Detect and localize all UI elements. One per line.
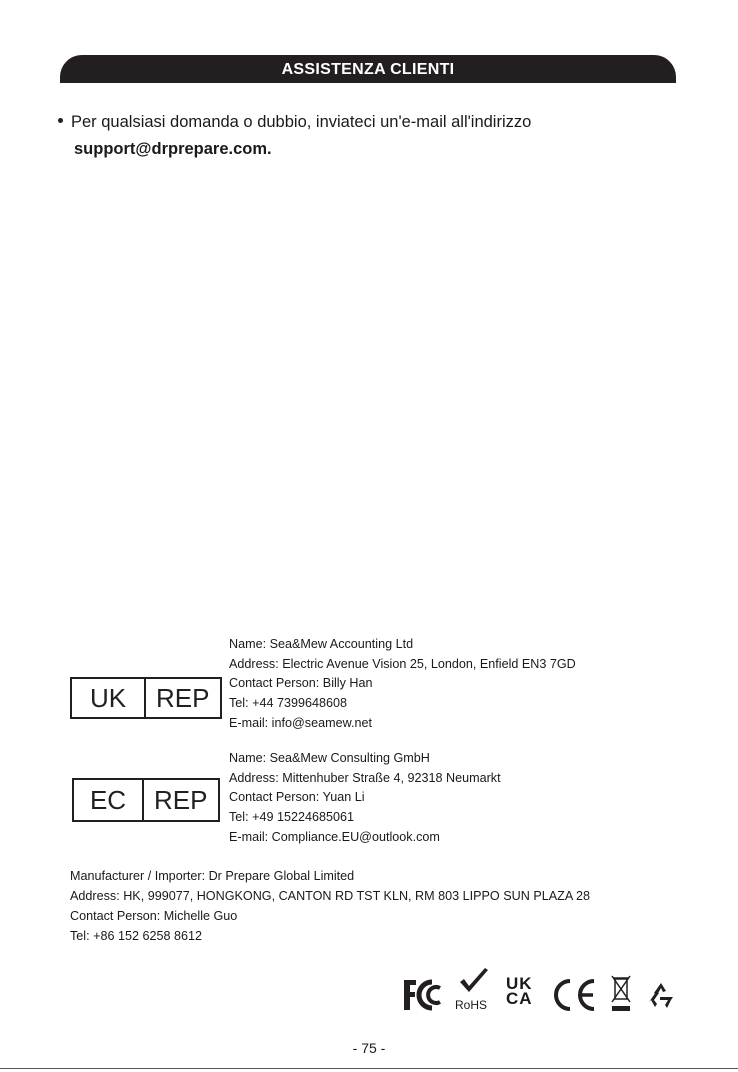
manufacturer-contact: Contact Person: Michelle Guo — [70, 909, 238, 923]
uk-rep-address: Address: Electric Avenue Vision 25, London, Enfield EN3 7GD — [229, 656, 576, 671]
manufacturer-address: Address: HK, 999077, HONGKONG, CANTON RD TST KLN, RM 803 LIPPO SUN PLAZA 28 — [70, 889, 591, 903]
ec-rep-contact: Contact Person: Yuan Li — [229, 790, 365, 805]
uk-rep-contact: Contact Person: Billy Han — [229, 676, 373, 691]
fcc-logo — [402, 978, 446, 1012]
ec-rep-email: E-mail: Compliance.EU@outlook.com — [229, 829, 440, 844]
uk-rep-left: UK — [89, 682, 127, 713]
intro-text: Per qualsiasi domanda o dubbio, inviateci un'e-mail all'indirizzo — [71, 113, 532, 131]
support-email: support@drprepare.com. — [74, 140, 272, 158]
ukca-mark — [506, 976, 533, 1006]
ec-rep-label-box — [72, 778, 220, 822]
uk-rep-email: E-mail: info@seamew.net — [229, 715, 372, 730]
rohs-label: RoHS — [455, 998, 488, 1012]
ec-rep-left: EC — [89, 784, 127, 815]
page-number: - 75 - — [352, 1040, 386, 1056]
bullet-icon — [58, 118, 63, 123]
weee-crossed-bin-icon — [610, 973, 632, 1013]
ce-mark — [550, 978, 598, 1012]
certification-marks — [0, 968, 738, 1016]
uk-rep-right: REP — [156, 682, 210, 713]
ec-rep-right: REP — [154, 784, 208, 815]
rohs-check-icon — [456, 968, 492, 996]
uk-rep-details — [229, 635, 576, 734]
ukca-bottom: CA — [506, 989, 533, 1008]
section-title: ASSISTENZA CLIENTI — [281, 61, 455, 78]
ukca-top: UK — [506, 974, 533, 993]
manufacturer-tel: Tel: +86 152 6258 8612 — [70, 929, 203, 943]
bottom-divider — [0, 1068, 738, 1069]
section-header-band — [60, 55, 676, 83]
uk-rep-tel: Tel: +44 7399648608 — [229, 696, 347, 711]
manufacturer-name: Manufacturer / Importer: Dr Prepare Global Limited — [70, 869, 355, 883]
manufacturer-details — [70, 866, 590, 946]
uk-rep-name: Name: Sea&Mew Accounting Ltd — [229, 637, 414, 651]
intro-bullet — [58, 113, 531, 132]
uk-rep-label-box — [70, 677, 222, 719]
ec-rep-address: Address: Mittenhuber Straße 4, 92318 Neumarkt — [229, 770, 501, 785]
ec-rep-name: Name: Sea&Mew Consulting GmbH — [229, 751, 430, 765]
recycle-icon — [646, 980, 676, 1010]
ec-rep-details — [229, 749, 501, 848]
ec-rep-tel: Tel: +49 15224685061 — [229, 810, 355, 825]
